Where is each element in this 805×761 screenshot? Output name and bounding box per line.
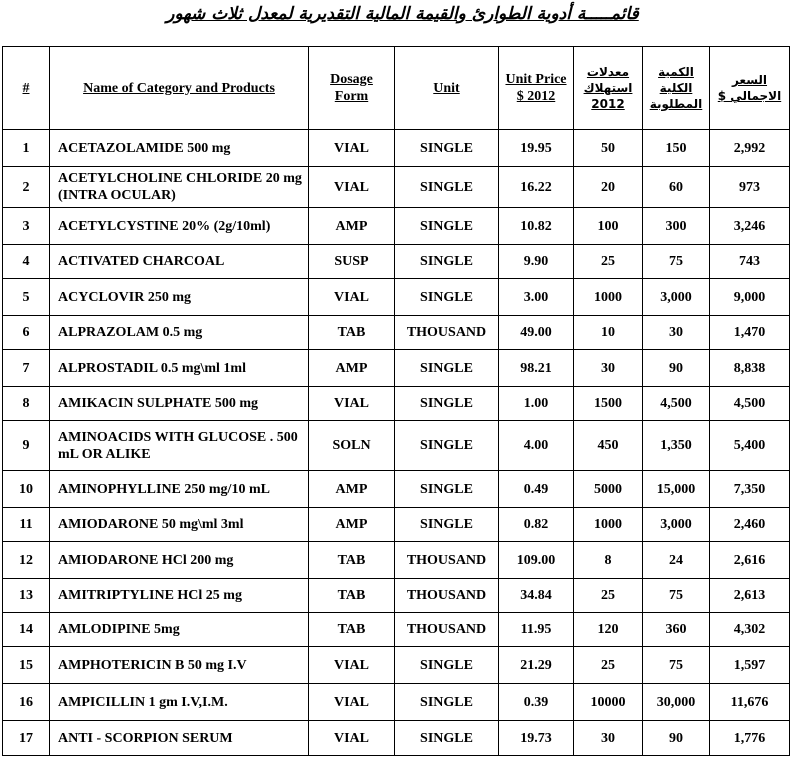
cell-total-price: 4,500 bbox=[710, 387, 790, 421]
cell-unit: SINGLE bbox=[395, 387, 499, 421]
cell-product-name: ACETAZOLAMIDE 500 mg bbox=[50, 130, 309, 167]
cell-quantity: 24 bbox=[643, 542, 710, 579]
cell-unit: SINGLE bbox=[395, 721, 499, 756]
cell-consumption: 120 bbox=[574, 613, 643, 647]
cell-consumption: 25 bbox=[574, 647, 643, 684]
cell-number: 11 bbox=[3, 508, 50, 542]
table-row bbox=[3, 471, 790, 508]
cell-product-name: AMINOACIDS WITH GLUCOSE . 500 mL OR ALIKE bbox=[50, 421, 309, 471]
cell-total-price: 2,613 bbox=[710, 579, 790, 613]
header-unit: Unit bbox=[395, 47, 499, 130]
cell-quantity: 3,000 bbox=[643, 508, 710, 542]
cell-product-name: ACETYLCYSTINE 20% (2g/10ml) bbox=[50, 208, 309, 245]
cell-unit: SINGLE bbox=[395, 471, 499, 508]
cell-product-name: AMPICILLIN 1 gm I.V,I.M. bbox=[50, 684, 309, 721]
header-unit-price: Unit Price $ 2012 bbox=[499, 47, 574, 130]
cell-dosage-form: AMP bbox=[309, 350, 395, 387]
header-dosage-form: Dosage Form bbox=[309, 47, 395, 130]
table-row bbox=[3, 421, 790, 471]
table-row bbox=[3, 245, 790, 279]
cell-number: 17 bbox=[3, 721, 50, 756]
cell-unit: THOUSAND bbox=[395, 613, 499, 647]
cell-number: 12 bbox=[3, 542, 50, 579]
cell-consumption: 50 bbox=[574, 130, 643, 167]
cell-dosage-form: AMP bbox=[309, 508, 395, 542]
header-number: # bbox=[3, 47, 50, 130]
cell-dosage-form: SUSP bbox=[309, 245, 395, 279]
cell-number: 5 bbox=[3, 279, 50, 316]
cell-number: 10 bbox=[3, 471, 50, 508]
cell-unit-price: 11.95 bbox=[499, 613, 574, 647]
cell-unit: SINGLE bbox=[395, 130, 499, 167]
cell-unit: SINGLE bbox=[395, 647, 499, 684]
cell-quantity: 4,500 bbox=[643, 387, 710, 421]
cell-number: 15 bbox=[3, 647, 50, 684]
table-row bbox=[3, 721, 790, 756]
cell-number: 2 bbox=[3, 167, 50, 208]
document-title: قائمـــــة أدوية الطوارئ والقيمة المالية التقديرية لمعدل ثلاث شهور bbox=[166, 4, 639, 24]
cell-total-price: 2,616 bbox=[710, 542, 790, 579]
cell-consumption: 20 bbox=[574, 167, 643, 208]
cell-unit-price: 49.00 bbox=[499, 316, 574, 350]
table-row bbox=[3, 316, 790, 350]
cell-total-price: 973 bbox=[710, 167, 790, 208]
table-row bbox=[3, 613, 790, 647]
cell-quantity: 300 bbox=[643, 208, 710, 245]
cell-total-price: 8,838 bbox=[710, 350, 790, 387]
cell-quantity: 30,000 bbox=[643, 684, 710, 721]
cell-total-price: 2,460 bbox=[710, 508, 790, 542]
cell-consumption: 25 bbox=[574, 579, 643, 613]
cell-unit-price: 109.00 bbox=[499, 542, 574, 579]
header-total-price: السعر الاجمالي $ bbox=[710, 47, 790, 130]
table-row bbox=[3, 350, 790, 387]
header-quantity: الكمية الكلية المطلوبة bbox=[643, 47, 710, 130]
cell-consumption: 450 bbox=[574, 421, 643, 471]
cell-unit-price: 4.00 bbox=[499, 421, 574, 471]
cell-unit: THOUSAND bbox=[395, 316, 499, 350]
cell-quantity: 75 bbox=[643, 245, 710, 279]
table-row bbox=[3, 208, 790, 245]
table-row bbox=[3, 167, 790, 208]
cell-unit: SINGLE bbox=[395, 684, 499, 721]
cell-unit-price: 10.82 bbox=[499, 208, 574, 245]
cell-product-name: ALPROSTADIL 0.5 mg\ml 1ml bbox=[50, 350, 309, 387]
cell-unit-price: 16.22 bbox=[499, 167, 574, 208]
cell-consumption: 25 bbox=[574, 245, 643, 279]
cell-consumption: 10 bbox=[574, 316, 643, 350]
cell-total-price: 5,400 bbox=[710, 421, 790, 471]
cell-unit-price: 9.90 bbox=[499, 245, 574, 279]
cell-dosage-form: AMP bbox=[309, 471, 395, 508]
cell-unit-price: 0.49 bbox=[499, 471, 574, 508]
cell-unit-price: 0.39 bbox=[499, 684, 574, 721]
cell-unit: SINGLE bbox=[395, 208, 499, 245]
cell-consumption: 5000 bbox=[574, 471, 643, 508]
cell-unit: SINGLE bbox=[395, 508, 499, 542]
cell-consumption: 8 bbox=[574, 542, 643, 579]
cell-consumption: 1500 bbox=[574, 387, 643, 421]
cell-total-price: 11,676 bbox=[710, 684, 790, 721]
cell-product-name: AMIODARONE HCl 200 mg bbox=[50, 542, 309, 579]
table-row bbox=[3, 508, 790, 542]
cell-unit: THOUSAND bbox=[395, 542, 499, 579]
cell-number: 14 bbox=[3, 613, 50, 647]
cell-quantity: 30 bbox=[643, 316, 710, 350]
header-consumption: معدلات استهلاك 2012 bbox=[574, 47, 643, 130]
table-row bbox=[3, 579, 790, 613]
cell-total-price: 4,302 bbox=[710, 613, 790, 647]
cell-dosage-form: VIAL bbox=[309, 684, 395, 721]
table-row bbox=[3, 130, 790, 167]
cell-dosage-form: TAB bbox=[309, 579, 395, 613]
cell-number: 7 bbox=[3, 350, 50, 387]
cell-consumption: 30 bbox=[574, 721, 643, 756]
cell-unit-price: 3.00 bbox=[499, 279, 574, 316]
cell-dosage-form: VIAL bbox=[309, 647, 395, 684]
cell-unit: SINGLE bbox=[395, 350, 499, 387]
table-row bbox=[3, 684, 790, 721]
cell-quantity: 1,350 bbox=[643, 421, 710, 471]
cell-total-price: 3,246 bbox=[710, 208, 790, 245]
cell-product-name: ACETYLCHOLINE CHLORIDE 20 mg (INTRA OCULAR) bbox=[50, 167, 309, 208]
cell-dosage-form: VIAL bbox=[309, 279, 395, 316]
cell-total-price: 1,470 bbox=[710, 316, 790, 350]
cell-dosage-form: VIAL bbox=[309, 721, 395, 756]
table-row bbox=[3, 279, 790, 316]
cell-dosage-form: VIAL bbox=[309, 387, 395, 421]
cell-quantity: 15,000 bbox=[643, 471, 710, 508]
cell-number: 13 bbox=[3, 579, 50, 613]
cell-unit: THOUSAND bbox=[395, 579, 499, 613]
cell-product-name: AMINOPHYLLINE 250 mg/10 mL bbox=[50, 471, 309, 508]
cell-product-name: AMIODARONE 50 mg\ml 3ml bbox=[50, 508, 309, 542]
cell-number: 9 bbox=[3, 421, 50, 471]
cell-total-price: 1,597 bbox=[710, 647, 790, 684]
medications-table bbox=[2, 46, 790, 756]
cell-consumption: 100 bbox=[574, 208, 643, 245]
cell-unit: SINGLE bbox=[395, 245, 499, 279]
cell-consumption: 30 bbox=[574, 350, 643, 387]
cell-quantity: 75 bbox=[643, 579, 710, 613]
header-name: Name of Category and Products bbox=[50, 47, 309, 130]
cell-unit-price: 98.21 bbox=[499, 350, 574, 387]
cell-product-name: AMITRIPTYLINE HCl 25 mg bbox=[50, 579, 309, 613]
cell-unit-price: 34.84 bbox=[499, 579, 574, 613]
cell-number: 8 bbox=[3, 387, 50, 421]
cell-total-price: 2,992 bbox=[710, 130, 790, 167]
cell-quantity: 90 bbox=[643, 721, 710, 756]
cell-unit-price: 19.73 bbox=[499, 721, 574, 756]
cell-dosage-form: VIAL bbox=[309, 130, 395, 167]
cell-unit: SINGLE bbox=[395, 279, 499, 316]
cell-dosage-form: AMP bbox=[309, 208, 395, 245]
cell-quantity: 150 bbox=[643, 130, 710, 167]
cell-product-name: ACYCLOVIR 250 mg bbox=[50, 279, 309, 316]
cell-quantity: 60 bbox=[643, 167, 710, 208]
cell-quantity: 3,000 bbox=[643, 279, 710, 316]
cell-unit-price: 1.00 bbox=[499, 387, 574, 421]
cell-product-name: AMLODIPINE 5mg bbox=[50, 613, 309, 647]
cell-number: 16 bbox=[3, 684, 50, 721]
table-row bbox=[3, 542, 790, 579]
cell-product-name: ACTIVATED CHARCOAL bbox=[50, 245, 309, 279]
cell-dosage-form: TAB bbox=[309, 613, 395, 647]
table-header-row bbox=[3, 47, 790, 130]
table-row bbox=[3, 647, 790, 684]
cell-unit: SINGLE bbox=[395, 167, 499, 208]
cell-total-price: 7,350 bbox=[710, 471, 790, 508]
cell-consumption: 1000 bbox=[574, 508, 643, 542]
cell-number: 4 bbox=[3, 245, 50, 279]
cell-dosage-form: TAB bbox=[309, 542, 395, 579]
cell-product-name: ANTI - SCORPION SERUM bbox=[50, 721, 309, 756]
cell-unit-price: 0.82 bbox=[499, 508, 574, 542]
cell-quantity: 75 bbox=[643, 647, 710, 684]
cell-number: 1 bbox=[3, 130, 50, 167]
cell-unit: SINGLE bbox=[395, 421, 499, 471]
cell-total-price: 9,000 bbox=[710, 279, 790, 316]
cell-number: 6 bbox=[3, 316, 50, 350]
cell-dosage-form: TAB bbox=[309, 316, 395, 350]
cell-consumption: 10000 bbox=[574, 684, 643, 721]
cell-dosage-form: SOLN bbox=[309, 421, 395, 471]
cell-consumption: 1000 bbox=[574, 279, 643, 316]
cell-quantity: 360 bbox=[643, 613, 710, 647]
cell-unit-price: 21.29 bbox=[499, 647, 574, 684]
cell-product-name: ALPRAZOLAM 0.5 mg bbox=[50, 316, 309, 350]
table-row bbox=[3, 387, 790, 421]
cell-total-price: 743 bbox=[710, 245, 790, 279]
cell-product-name: AMIKACIN SULPHATE 500 mg bbox=[50, 387, 309, 421]
cell-product-name: AMPHOTERICIN B 50 mg I.V bbox=[50, 647, 309, 684]
cell-dosage-form: VIAL bbox=[309, 167, 395, 208]
cell-unit-price: 19.95 bbox=[499, 130, 574, 167]
cell-quantity: 90 bbox=[643, 350, 710, 387]
cell-total-price: 1,776 bbox=[710, 721, 790, 756]
cell-number: 3 bbox=[3, 208, 50, 245]
